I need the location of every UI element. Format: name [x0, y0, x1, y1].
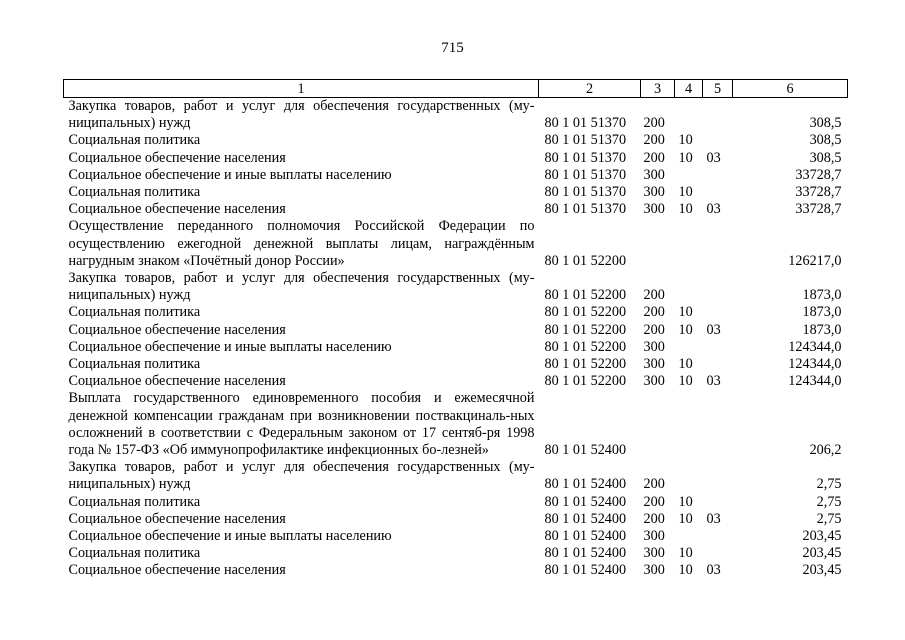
row-code: 80 1 01 51370: [544, 132, 627, 149]
column-header-5: 5: [703, 80, 733, 98]
row-amount: 124344,0: [788, 356, 842, 373]
row-expense-type: 200: [643, 510, 665, 527]
row-amount: 203,45: [802, 545, 842, 562]
row-amount: 308,5: [809, 115, 842, 132]
table-row: [64, 373, 848, 390]
row-amount: 203,45: [802, 528, 842, 545]
row-section: 10: [678, 149, 693, 166]
row-amount: 2,75: [816, 493, 842, 510]
table-row: [64, 322, 848, 339]
row-expense-type: 300: [643, 338, 665, 355]
row-code: 80 1 01 51370: [544, 115, 627, 132]
row-expense-type: [641, 218, 675, 270]
row-name: Социальная политика: [68, 132, 201, 149]
row-subsection: [703, 545, 733, 562]
row-expense-type: 200: [643, 149, 665, 166]
row-section: 10: [678, 356, 693, 373]
row-expense-type: 300: [643, 356, 665, 373]
row-amount: 2,75: [816, 510, 842, 527]
row-amount: 1873,0: [802, 304, 842, 321]
row-code: 80 1 01 52400: [544, 545, 627, 562]
row-subsection: [703, 528, 733, 545]
row-subsection: [703, 132, 733, 149]
row-name: Закупка товаров, работ и услуг для обеспечения государственных (му-ниципальных) нужд: [68, 270, 535, 304]
row-expense-type: 200: [643, 132, 665, 149]
row-code: 80 1 01 52200: [544, 373, 627, 390]
row-subsection: [703, 270, 733, 304]
row-name: Закупка товаров, работ и услуг для обеспечения государственных (му-ниципальных) нужд: [68, 459, 535, 493]
row-subsection: 03: [706, 321, 721, 338]
row-expense-type: 200: [643, 476, 665, 493]
row-code: 80 1 01 52400: [544, 562, 627, 579]
row-name: Социальное обеспечение и иные выплаты населению: [68, 528, 392, 545]
row-amount: 2,75: [816, 476, 842, 493]
row-subsection: [703, 218, 733, 270]
row-subsection: 03: [706, 562, 721, 579]
row-code: 80 1 01 52200: [544, 304, 627, 321]
row-name: Социальная политика: [68, 493, 201, 510]
row-section: [675, 459, 703, 493]
row-name: Социальное обеспечение населения: [68, 201, 286, 218]
table-row: [64, 218, 848, 270]
row-section: 10: [678, 562, 693, 579]
row-amount: 33728,7: [795, 184, 842, 201]
table-row: [64, 98, 848, 133]
row-subsection: [703, 339, 733, 356]
row-name: Социальное обеспечение населения: [68, 321, 286, 338]
row-amount: 203,45: [802, 562, 842, 579]
row-code: 80 1 01 52200: [544, 321, 627, 338]
row-section: 10: [678, 184, 693, 201]
row-amount: 1873,0: [802, 287, 842, 304]
row-code: 80 1 01 51370: [544, 149, 627, 166]
row-expense-type: 300: [643, 373, 665, 390]
row-section: 10: [678, 304, 693, 321]
row-section: [675, 390, 703, 459]
table-row: [64, 545, 848, 562]
row-name: Социальное обеспечение и иные выплаты населению: [68, 166, 392, 183]
table-row: [64, 528, 848, 545]
row-section: 10: [678, 545, 693, 562]
row-section: 10: [678, 201, 693, 218]
row-amount: 124344,0: [788, 373, 842, 390]
row-amount: 126217,0: [788, 252, 842, 269]
row-amount: 124344,0: [788, 338, 842, 355]
row-name: Социальная политика: [68, 356, 201, 373]
row-name: Социальное обеспечение и иные выплаты населению: [68, 338, 392, 355]
row-subsection: [703, 459, 733, 493]
row-section: [675, 167, 703, 184]
row-subsection: 03: [706, 201, 721, 218]
table-row: [64, 494, 848, 511]
row-subsection: [703, 184, 733, 201]
table-row: [64, 184, 848, 201]
row-name: Социальная политика: [68, 304, 201, 321]
row-subsection: 03: [706, 149, 721, 166]
row-expense-type: 300: [643, 184, 665, 201]
row-name: Социальное обеспечение населения: [68, 149, 286, 166]
row-amount: 33728,7: [795, 166, 842, 183]
row-subsection: [703, 167, 733, 184]
row-expense-type: 200: [643, 287, 665, 304]
row-code: 80 1 01 52200: [544, 338, 627, 355]
row-subsection: 03: [706, 373, 721, 390]
row-section: 10: [678, 321, 693, 338]
table-row: [64, 150, 848, 167]
row-code: 80 1 01 52200: [544, 287, 627, 304]
row-expense-type: 300: [643, 562, 665, 579]
row-code: 80 1 01 52400: [544, 476, 627, 493]
row-subsection: [703, 494, 733, 511]
row-amount: 33728,7: [795, 201, 842, 218]
row-subsection: [703, 356, 733, 373]
row-code: 80 1 01 51370: [544, 201, 627, 218]
row-code: 80 1 01 52400: [544, 493, 627, 510]
row-name: Социальная политика: [68, 545, 201, 562]
row-code: 80 1 01 52200: [544, 252, 627, 269]
table-body: [64, 98, 848, 580]
row-subsection: [703, 304, 733, 321]
row-name: Осуществление переданного полномочия Российской Федерации по осуществлению ежегодной денежной выплаты лицам, награждённым нагрудным знаком «Почётный донор России»: [68, 218, 535, 269]
row-code: 80 1 01 52400: [544, 510, 627, 527]
table-row: [64, 167, 848, 184]
row-section: 10: [678, 493, 693, 510]
table-row: [64, 562, 848, 579]
row-subsection: 03: [706, 510, 721, 527]
row-expense-type: 200: [643, 304, 665, 321]
row-expense-type: 200: [643, 321, 665, 338]
row-name: Закупка товаров, работ и услуг для обеспечения государственных (му-ниципальных) нужд: [68, 98, 535, 132]
row-code: 80 1 01 51370: [544, 184, 627, 201]
column-header-1: 1: [64, 80, 539, 98]
row-section: [675, 98, 703, 133]
row-section: 10: [678, 132, 693, 149]
row-expense-type: 200: [643, 115, 665, 132]
row-expense-type: 200: [643, 493, 665, 510]
table-row: [64, 132, 848, 149]
table-row: [64, 511, 848, 528]
row-amount: 1873,0: [802, 321, 842, 338]
row-amount: 206,2: [809, 442, 842, 459]
row-section: 10: [678, 373, 693, 390]
row-name: Социальное обеспечение населения: [68, 510, 286, 527]
row-section: [675, 218, 703, 270]
column-header-2: 2: [539, 80, 641, 98]
column-header-3: 3: [641, 80, 675, 98]
row-section: [675, 270, 703, 304]
row-subsection: [703, 390, 733, 459]
row-name: Выплата государственного единовременного пособия и ежемесячной денежной компенсации гражданам при возникновении поствакциналь-ных осложнений в соответствии с Федеральным законом от 17 сентяб-ря 1998 года № 157-ФЗ «Об иммунопрофилактике инфекционных бо-лезней»: [68, 390, 535, 459]
table-row: [64, 270, 848, 304]
table-row: [64, 201, 848, 218]
row-section: [675, 339, 703, 356]
table-row: [64, 304, 848, 321]
table-row: [64, 390, 848, 459]
row-code: 80 1 01 52400: [544, 528, 627, 545]
table-row: [64, 339, 848, 356]
row-name: Социальное обеспечение населения: [68, 373, 286, 390]
table-header: [64, 80, 848, 98]
row-subsection: [703, 98, 733, 133]
row-section: 10: [678, 510, 693, 527]
column-header-6: 6: [733, 80, 848, 98]
row-amount: 308,5: [809, 149, 842, 166]
row-name: Социальная политика: [68, 184, 201, 201]
row-expense-type: 300: [643, 166, 665, 183]
table-row: [64, 459, 848, 493]
budget-table: [63, 79, 848, 580]
row-code: 80 1 01 51370: [544, 166, 627, 183]
header-row: [64, 80, 848, 98]
row-section: [675, 528, 703, 545]
row-amount: 308,5: [809, 132, 842, 149]
row-expense-type: 300: [643, 201, 665, 218]
row-name: Социальное обеспечение населения: [68, 562, 286, 579]
row-code: 80 1 01 52200: [544, 356, 627, 373]
row-expense-type: 300: [643, 528, 665, 545]
row-expense-type: 300: [643, 545, 665, 562]
column-header-4: 4: [675, 80, 703, 98]
row-code: 80 1 01 52400: [544, 442, 627, 459]
table-row: [64, 356, 848, 373]
row-expense-type: [641, 390, 675, 459]
page-number: 715: [441, 40, 464, 56]
